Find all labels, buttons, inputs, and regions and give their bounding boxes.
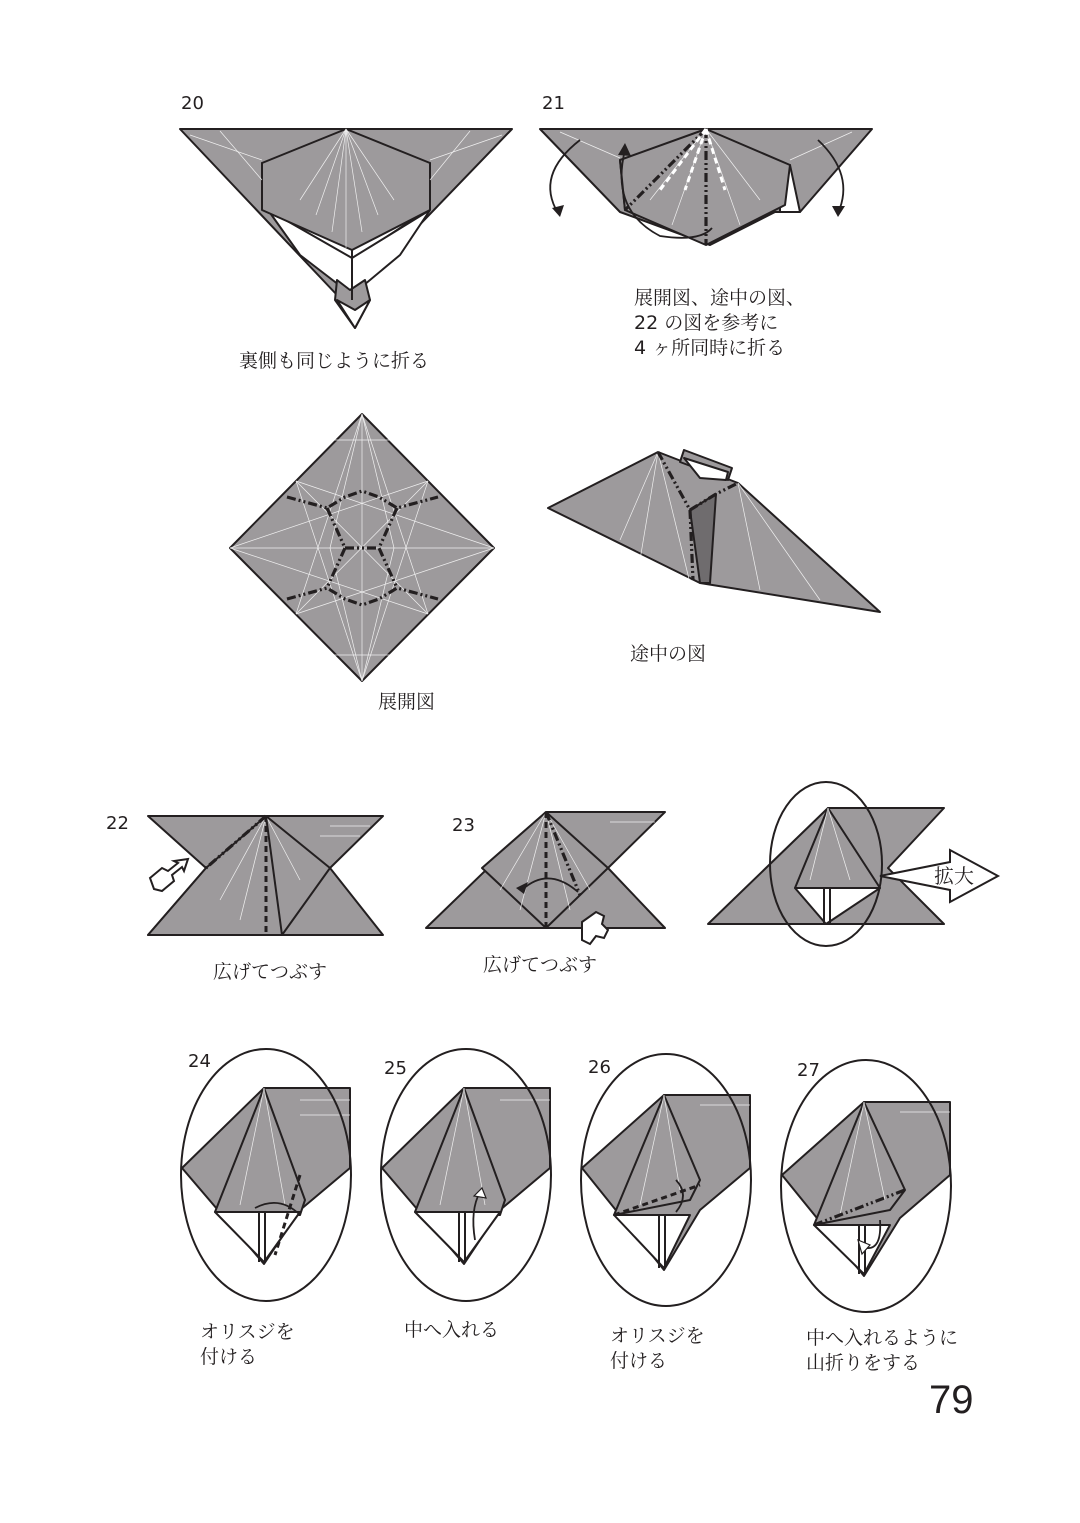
in-progress-figure (548, 450, 880, 612)
crease-pattern-label: 展開図 (378, 691, 436, 713)
step-number: 27 (797, 1060, 820, 1081)
step26-caption-line2: 付ける (610, 1350, 668, 1372)
step21-figure (540, 129, 872, 245)
step27-figure (781, 1060, 951, 1312)
step20-figure (180, 129, 512, 328)
step27-caption-line1: 中へ入れるように (806, 1327, 959, 1349)
step26-caption-line1: オリスジを (610, 1325, 705, 1347)
enlarge-label: 拡大 (934, 864, 974, 888)
step21-caption-line1: 展開図、途中の図、 (634, 287, 806, 309)
step-number: 20 (181, 93, 204, 114)
step25-figure (381, 1049, 551, 1301)
step21-caption-line3: 4 ヶ所同時に折る (634, 337, 786, 359)
crease-pattern-figure (230, 414, 494, 681)
step25-caption: 中へ入れる (404, 1319, 500, 1341)
step-number: 23 (452, 815, 475, 836)
step22-caption: 広げてつぶす (213, 961, 328, 983)
step-number: 22 (106, 813, 129, 834)
step23-caption: 広げてつぶす (483, 954, 598, 976)
step-number: 26 (588, 1057, 611, 1078)
step-number: 25 (384, 1058, 407, 1079)
step-number: 24 (188, 1051, 211, 1072)
step24-caption-line1: オリスジを (200, 1321, 295, 1343)
step20-caption: 裏側も同じように折る (239, 350, 430, 372)
step-number: 21 (542, 93, 565, 114)
step27-caption-line2: 山折りをする (806, 1352, 921, 1374)
in-progress-label: 途中の図 (630, 643, 707, 665)
step22-figure (148, 816, 383, 935)
page-number: 79 (929, 1378, 974, 1422)
step21-caption-line2: 22 の図を参考に (634, 312, 779, 334)
step26-figure (581, 1054, 751, 1306)
step24-caption-line2: 付ける (200, 1346, 258, 1368)
step24-figure (181, 1049, 351, 1301)
